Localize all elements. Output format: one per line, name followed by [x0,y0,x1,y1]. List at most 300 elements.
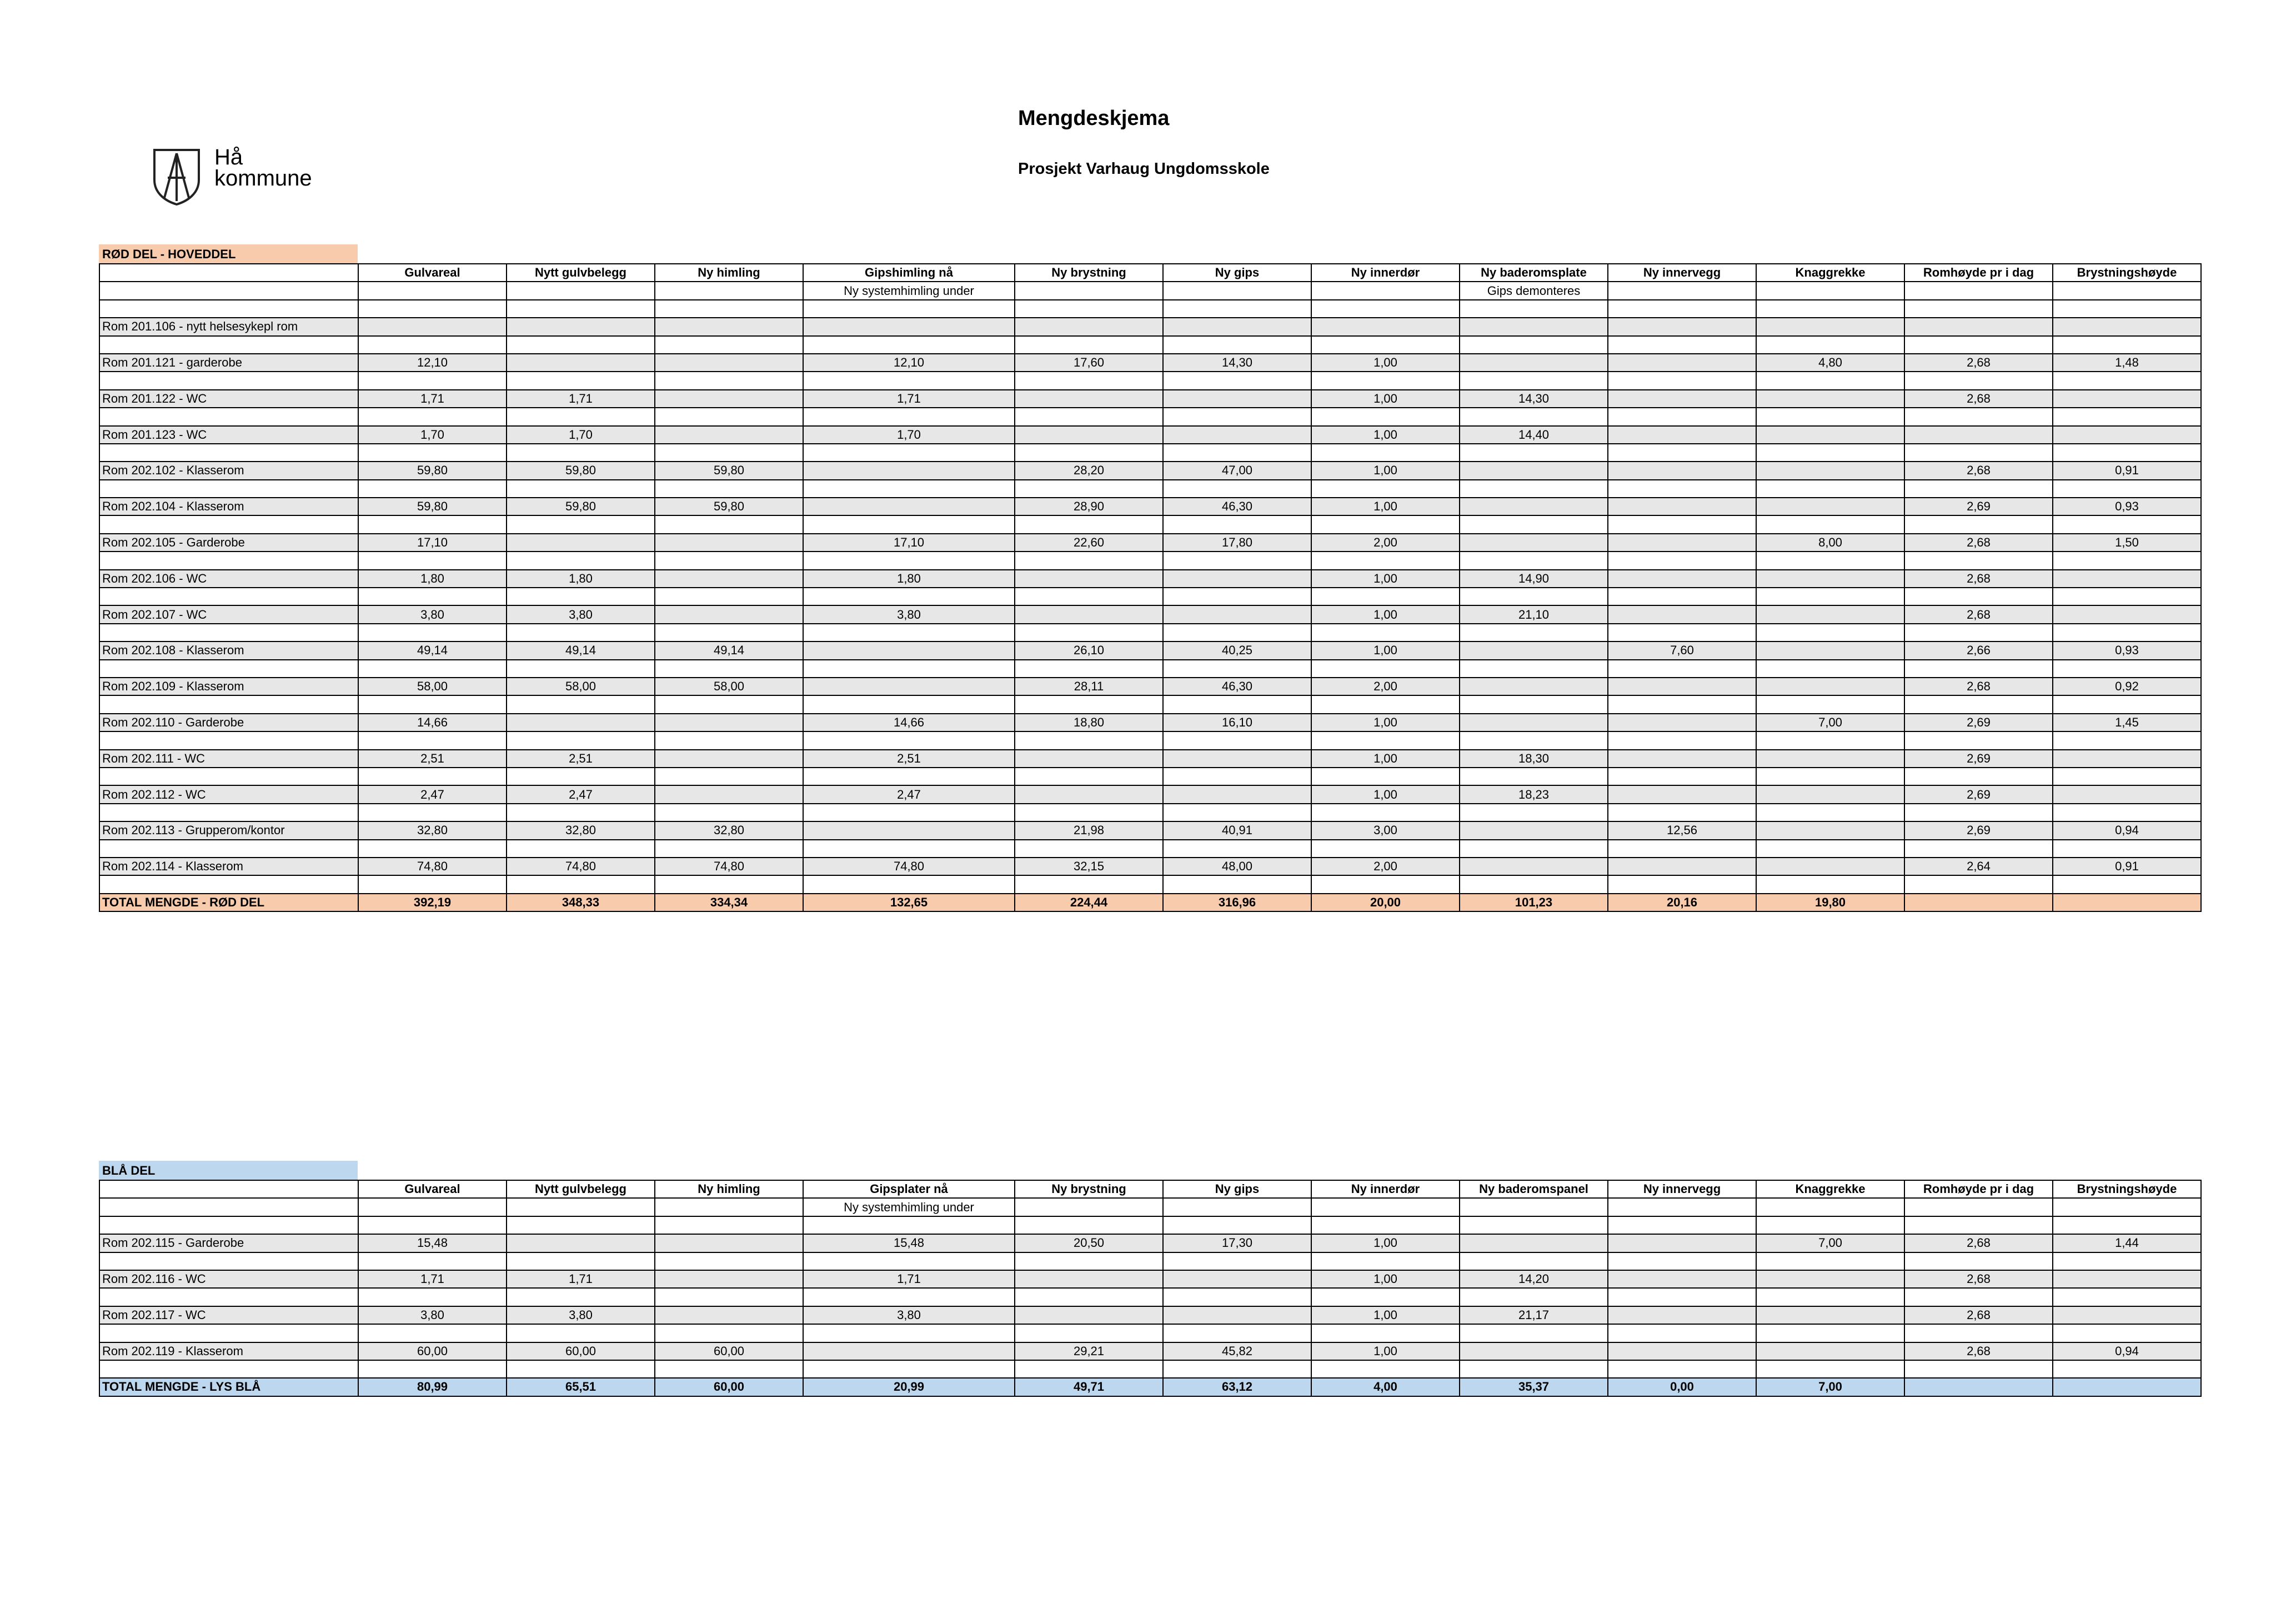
table-cell [1608,731,1756,749]
table-cell: 74,80 [507,858,655,875]
table-cell [507,660,655,678]
table-cell [1311,840,1460,858]
table-cell: 58,00 [358,678,507,695]
table-cell [1904,1198,2053,1216]
table-cell [507,480,655,498]
table-cell: Ny gips [1163,264,1311,282]
table-cell: 1,45 [2053,714,2201,731]
table-cell: 80,99 [358,1378,507,1396]
table-cell [1608,1324,1756,1342]
spacer-row [99,768,2201,785]
table-cell [1756,840,1904,858]
table-cell [1163,660,1311,678]
table-cell [1311,444,1460,462]
table-cell [1163,390,1311,408]
table-cell [655,1324,803,1342]
table-cell: 48,00 [1163,858,1311,875]
table-cell [1460,624,1608,641]
table-cell [655,1198,803,1216]
table-cell [1608,588,1756,605]
table-cell [1608,372,1756,389]
table-cell [1163,426,1311,444]
table-cell [1311,372,1460,389]
table-cell [2053,785,2201,803]
table-cell [1460,552,1608,569]
table-cell [803,731,1015,749]
table-cell: 2,69 [1904,750,2053,768]
table-cell: 3,80 [358,1306,507,1324]
table-cell: 348,33 [507,894,655,911]
table-cell [655,1216,803,1234]
table-cell [1163,444,1311,462]
table-cell [655,1270,803,1288]
table-cell: 46,30 [1163,678,1311,695]
table-cell [1163,875,1311,893]
row-label-cell [99,660,358,678]
table-cell [803,821,1015,839]
row-label-cell [99,1180,358,1198]
table-cell [507,875,655,893]
table-cell [1756,750,1904,768]
table-cell [1460,336,1608,354]
table-row [99,785,2201,803]
row-label-cell: Rom 202.115 - Garderobe [99,1234,358,1252]
table-cell: 45,82 [1163,1342,1311,1360]
table-cell [803,804,1015,821]
table-cell [1163,480,1311,498]
table-cell [358,768,507,785]
table-cell [803,1342,1015,1360]
subheader-row [99,282,2201,299]
table-cell: 2,68 [1904,1342,2053,1360]
logo-line2: kommune [214,166,312,191]
table-cell [2053,1324,2201,1342]
table-cell [1015,426,1163,444]
table-cell [1756,1288,1904,1306]
table-cell [655,480,803,498]
table-cell [655,570,803,588]
table-cell [2053,731,2201,749]
table-cell [1756,1360,1904,1378]
table-cell [358,1288,507,1306]
table-cell: 0,91 [2053,858,2201,875]
table-cell [1608,300,1756,318]
table-cell [507,515,655,533]
spacer-row [99,300,2201,318]
table-cell: 26,10 [1015,641,1163,659]
table-cell [1608,408,1756,425]
table-cell: 1,70 [507,426,655,444]
table-cell: 14,66 [803,714,1015,731]
table-cell [1608,318,1756,335]
table-cell [1311,300,1460,318]
table-cell [358,624,507,641]
table-cell: 2,00 [1311,678,1460,695]
table-cell [2053,515,2201,533]
table-cell: 40,91 [1163,821,1311,839]
table-cell [1163,750,1311,768]
table-cell [2053,444,2201,462]
table-cell: 60,00 [358,1342,507,1360]
table-cell [1904,1378,2053,1396]
table-cell: Ny brystning [1015,264,1163,282]
table-cell [1608,462,1756,479]
table-cell [655,426,803,444]
ha-kommune-logo [151,146,329,210]
table-cell: Gipsplater nå [803,1180,1015,1198]
row-label-cell [99,282,358,299]
table-cell [1756,515,1904,533]
spacer-row [99,372,2201,389]
table-cell [1460,660,1608,678]
table-cell [803,515,1015,533]
table-cell [1460,695,1608,713]
row-label-cell: Rom 202.117 - WC [99,1306,358,1324]
table-cell [1756,408,1904,425]
table-cell: 14,20 [1460,1270,1608,1288]
table-cell [1904,660,2053,678]
table-cell: 7,00 [1756,714,1904,731]
page-subtitle: Prosjekt Varhaug Ungdomsskole [1018,160,1270,178]
table-cell [655,534,803,552]
table-cell: 21,17 [1460,1306,1608,1324]
table-cell: Knaggrekke [1756,264,1904,282]
table-cell [358,875,507,893]
table-cell: 1,00 [1311,714,1460,731]
table-cell: 17,60 [1015,354,1163,372]
total-row [99,894,2201,911]
table-cell [2053,840,2201,858]
table-cell: 14,30 [1460,390,1608,408]
table-cell [655,336,803,354]
table-cell: 2,47 [507,785,655,803]
table-cell [1460,588,1608,605]
row-label-cell [99,264,358,282]
table-cell [358,731,507,749]
table-cell [655,840,803,858]
row-label-cell [99,1198,358,1216]
table-cell [1904,840,2053,858]
table-cell: 2,69 [1904,821,2053,839]
table-cell [1163,1288,1311,1306]
table-cell [1608,480,1756,498]
table-cell [1163,408,1311,425]
table-cell [2053,894,2201,911]
table-cell [655,1252,803,1270]
table-cell: 74,80 [358,858,507,875]
table-cell: 7,00 [1756,1234,1904,1252]
table-cell [803,300,1015,318]
table-cell [1015,588,1163,605]
table-cell [1756,1324,1904,1342]
table-cell [507,300,655,318]
table-cell [2053,875,2201,893]
table-cell: 1,00 [1311,390,1460,408]
table-cell: 2,51 [507,750,655,768]
table-cell [1904,552,2053,569]
table-cell [1756,372,1904,389]
table-cell: 12,56 [1608,821,1756,839]
table-cell [507,552,655,569]
table-cell: 35,37 [1460,1378,1608,1396]
table-cell [507,768,655,785]
table-cell [803,768,1015,785]
table-cell: Ny himling [655,1180,803,1198]
table-cell: Ny brystning [1015,1180,1163,1198]
table-cell: 2,68 [1904,390,2053,408]
table-cell [1460,354,1608,372]
table-cell [1311,282,1460,299]
table-cell: 46,30 [1163,498,1311,515]
table-cell [358,1252,507,1270]
table-cell: 1,70 [358,426,507,444]
table-cell [1608,1252,1756,1270]
table-cell [655,552,803,569]
table-cell [1756,426,1904,444]
table-cell [1904,1324,2053,1342]
table-cell [655,695,803,713]
row-label-cell [99,588,358,605]
table-cell [803,678,1015,695]
table-cell: 28,20 [1015,462,1163,479]
table-cell [1608,714,1756,731]
table-cell [358,660,507,678]
total-row [99,1378,2201,1396]
spacer-row [99,588,2201,605]
table-row [99,354,2201,372]
table-cell: 3,80 [803,605,1015,623]
table-cell: 12,10 [803,354,1015,372]
header-row [99,1180,2201,1198]
table-cell: 14,30 [1163,354,1311,372]
table-cell [1904,282,2053,299]
table-cell: 1,50 [2053,534,2201,552]
table-row [99,858,2201,875]
spacer-row [99,660,2201,678]
table-cell: 32,80 [655,821,803,839]
table-cell: 20,00 [1311,894,1460,911]
table-cell: Gulvareal [358,264,507,282]
spacer-row [99,552,2201,569]
table-cell: 3,80 [507,605,655,623]
table-cell [1608,1270,1756,1288]
table-cell [358,552,507,569]
table-cell: 0,94 [2053,821,2201,839]
table-cell [1460,1342,1608,1360]
table-cell: 17,80 [1163,534,1311,552]
table-cell [1460,1234,1608,1252]
table-red-section [99,263,2202,912]
table-row [99,678,2201,695]
table-cell [358,515,507,533]
table-cell: 19,80 [1756,894,1904,911]
subheader-row [99,1198,2201,1216]
table-cell [1756,731,1904,749]
table-cell [1015,282,1163,299]
table-cell: 3,80 [358,605,507,623]
table-cell [1460,300,1608,318]
table-cell: 15,48 [358,1234,507,1252]
table-cell [1756,605,1904,623]
table-cell [1163,1306,1311,1324]
table-cell [1756,282,1904,299]
table-cell [1756,1198,1904,1216]
table-cell [1015,875,1163,893]
table-cell [1756,1252,1904,1270]
table-cell: 1,00 [1311,498,1460,515]
table-cell: 3,80 [803,1306,1015,1324]
table-cell [507,318,655,335]
table-cell [1904,731,2053,749]
table-cell: 17,30 [1163,1234,1311,1252]
row-label-cell [99,480,358,498]
table-cell [358,588,507,605]
table-cell [1015,570,1163,588]
table-cell: 60,00 [655,1342,803,1360]
table-cell [1015,444,1163,462]
table-cell [2053,552,2201,569]
table-cell [358,444,507,462]
table-cell: 1,71 [803,1270,1015,1288]
table-cell: 59,80 [655,498,803,515]
table-cell: 7,60 [1608,641,1756,659]
row-label-cell: Rom 202.105 - Garderobe [99,534,358,552]
row-label-cell: Rom 202.112 - WC [99,785,358,803]
spacer-row [99,695,2201,713]
table-cell [2053,660,2201,678]
table-cell [2053,372,2201,389]
table-cell [1608,1306,1756,1324]
table-cell: Ny systemhimling under [803,1198,1015,1216]
table-cell: Ny gips [1163,1180,1311,1198]
table-cell [1460,480,1608,498]
table-cell [2053,1216,2201,1234]
table-cell [1756,660,1904,678]
table-cell [1460,318,1608,335]
table-cell: 1,00 [1311,570,1460,588]
table-cell: 4,00 [1311,1378,1460,1396]
table-cell [1904,515,2053,533]
section-label-blue: BLÅ DEL [99,1161,358,1180]
table-row [99,750,2201,768]
row-label-cell [99,624,358,641]
table-cell [1904,624,2053,641]
table-blue-section [99,1180,2202,1397]
table-cell: 21,98 [1015,821,1163,839]
table-cell [1015,1324,1163,1342]
table-cell [1904,318,2053,335]
table-cell [1015,785,1163,803]
table-cell: 1,71 [358,390,507,408]
table-cell: 1,71 [507,390,655,408]
table-cell [1608,498,1756,515]
table-cell [1163,804,1311,821]
table-cell: 2,69 [1904,498,2053,515]
table-cell: 1,00 [1311,462,1460,479]
table-cell [1756,804,1904,821]
table-cell [1163,1360,1311,1378]
table-cell [1608,1198,1756,1216]
table-cell [1311,1360,1460,1378]
table-cell: 1,00 [1311,750,1460,768]
table-cell [1015,318,1163,335]
spacer-row [99,875,2201,893]
table-cell: 2,68 [1904,462,2053,479]
table-cell [803,1324,1015,1342]
table-cell: 2,68 [1904,354,2053,372]
table-cell: Ny innervegg [1608,264,1756,282]
table-cell: 2,51 [358,750,507,768]
table-cell: 59,80 [507,498,655,515]
spacer-row [99,840,2201,858]
table-row [99,821,2201,839]
row-label-cell: Rom 202.114 - Klasserom [99,858,358,875]
table-cell [1608,570,1756,588]
table-cell [1311,552,1460,569]
logo-text [214,147,312,189]
table-cell [1756,318,1904,335]
table-row [99,1342,2201,1360]
row-label-cell: Rom 201.123 - WC [99,426,358,444]
table-cell [803,336,1015,354]
table-cell: 32,80 [507,821,655,839]
table-cell [358,300,507,318]
table-cell: 2,47 [358,785,507,803]
table-cell [358,318,507,335]
table-cell: 12,10 [358,354,507,372]
shield-a-icon [151,146,202,207]
logo-line1: Hå [214,145,243,169]
table-cell [803,498,1015,515]
table-cell [507,840,655,858]
table-cell [1904,408,2053,425]
table-row [99,318,2201,335]
table-cell [803,660,1015,678]
row-label-cell: Rom 202.111 - WC [99,750,358,768]
table-cell [1756,480,1904,498]
table-cell: Knaggrekke [1756,1180,1904,1198]
table-cell: 1,00 [1311,785,1460,803]
table-cell [1608,282,1756,299]
table-cell [803,1288,1015,1306]
row-label-cell [99,1360,358,1378]
table-cell [2053,282,2201,299]
table-cell [507,804,655,821]
table-cell: Gipshimling nå [803,264,1015,282]
table-cell: 18,23 [1460,785,1608,803]
table-cell [1460,1198,1608,1216]
table-cell [1163,840,1311,858]
table-cell: 47,00 [1163,462,1311,479]
table-cell [1163,1198,1311,1216]
table-cell [1608,678,1756,695]
table-cell: Gips demonteres [1460,282,1608,299]
table-cell: 1,00 [1311,354,1460,372]
table-cell [655,768,803,785]
table-cell [1163,570,1311,588]
table-cell [1460,1252,1608,1270]
table-cell: Ny himling [655,264,803,282]
table-cell: 8,00 [1756,534,1904,552]
table-cell [1608,858,1756,875]
table-cell [1904,1288,2053,1306]
table-cell: 101,23 [1460,894,1608,911]
table-cell [358,372,507,389]
table-cell [1756,300,1904,318]
table-cell [1608,426,1756,444]
table-cell [1015,840,1163,858]
table-cell [1460,858,1608,875]
